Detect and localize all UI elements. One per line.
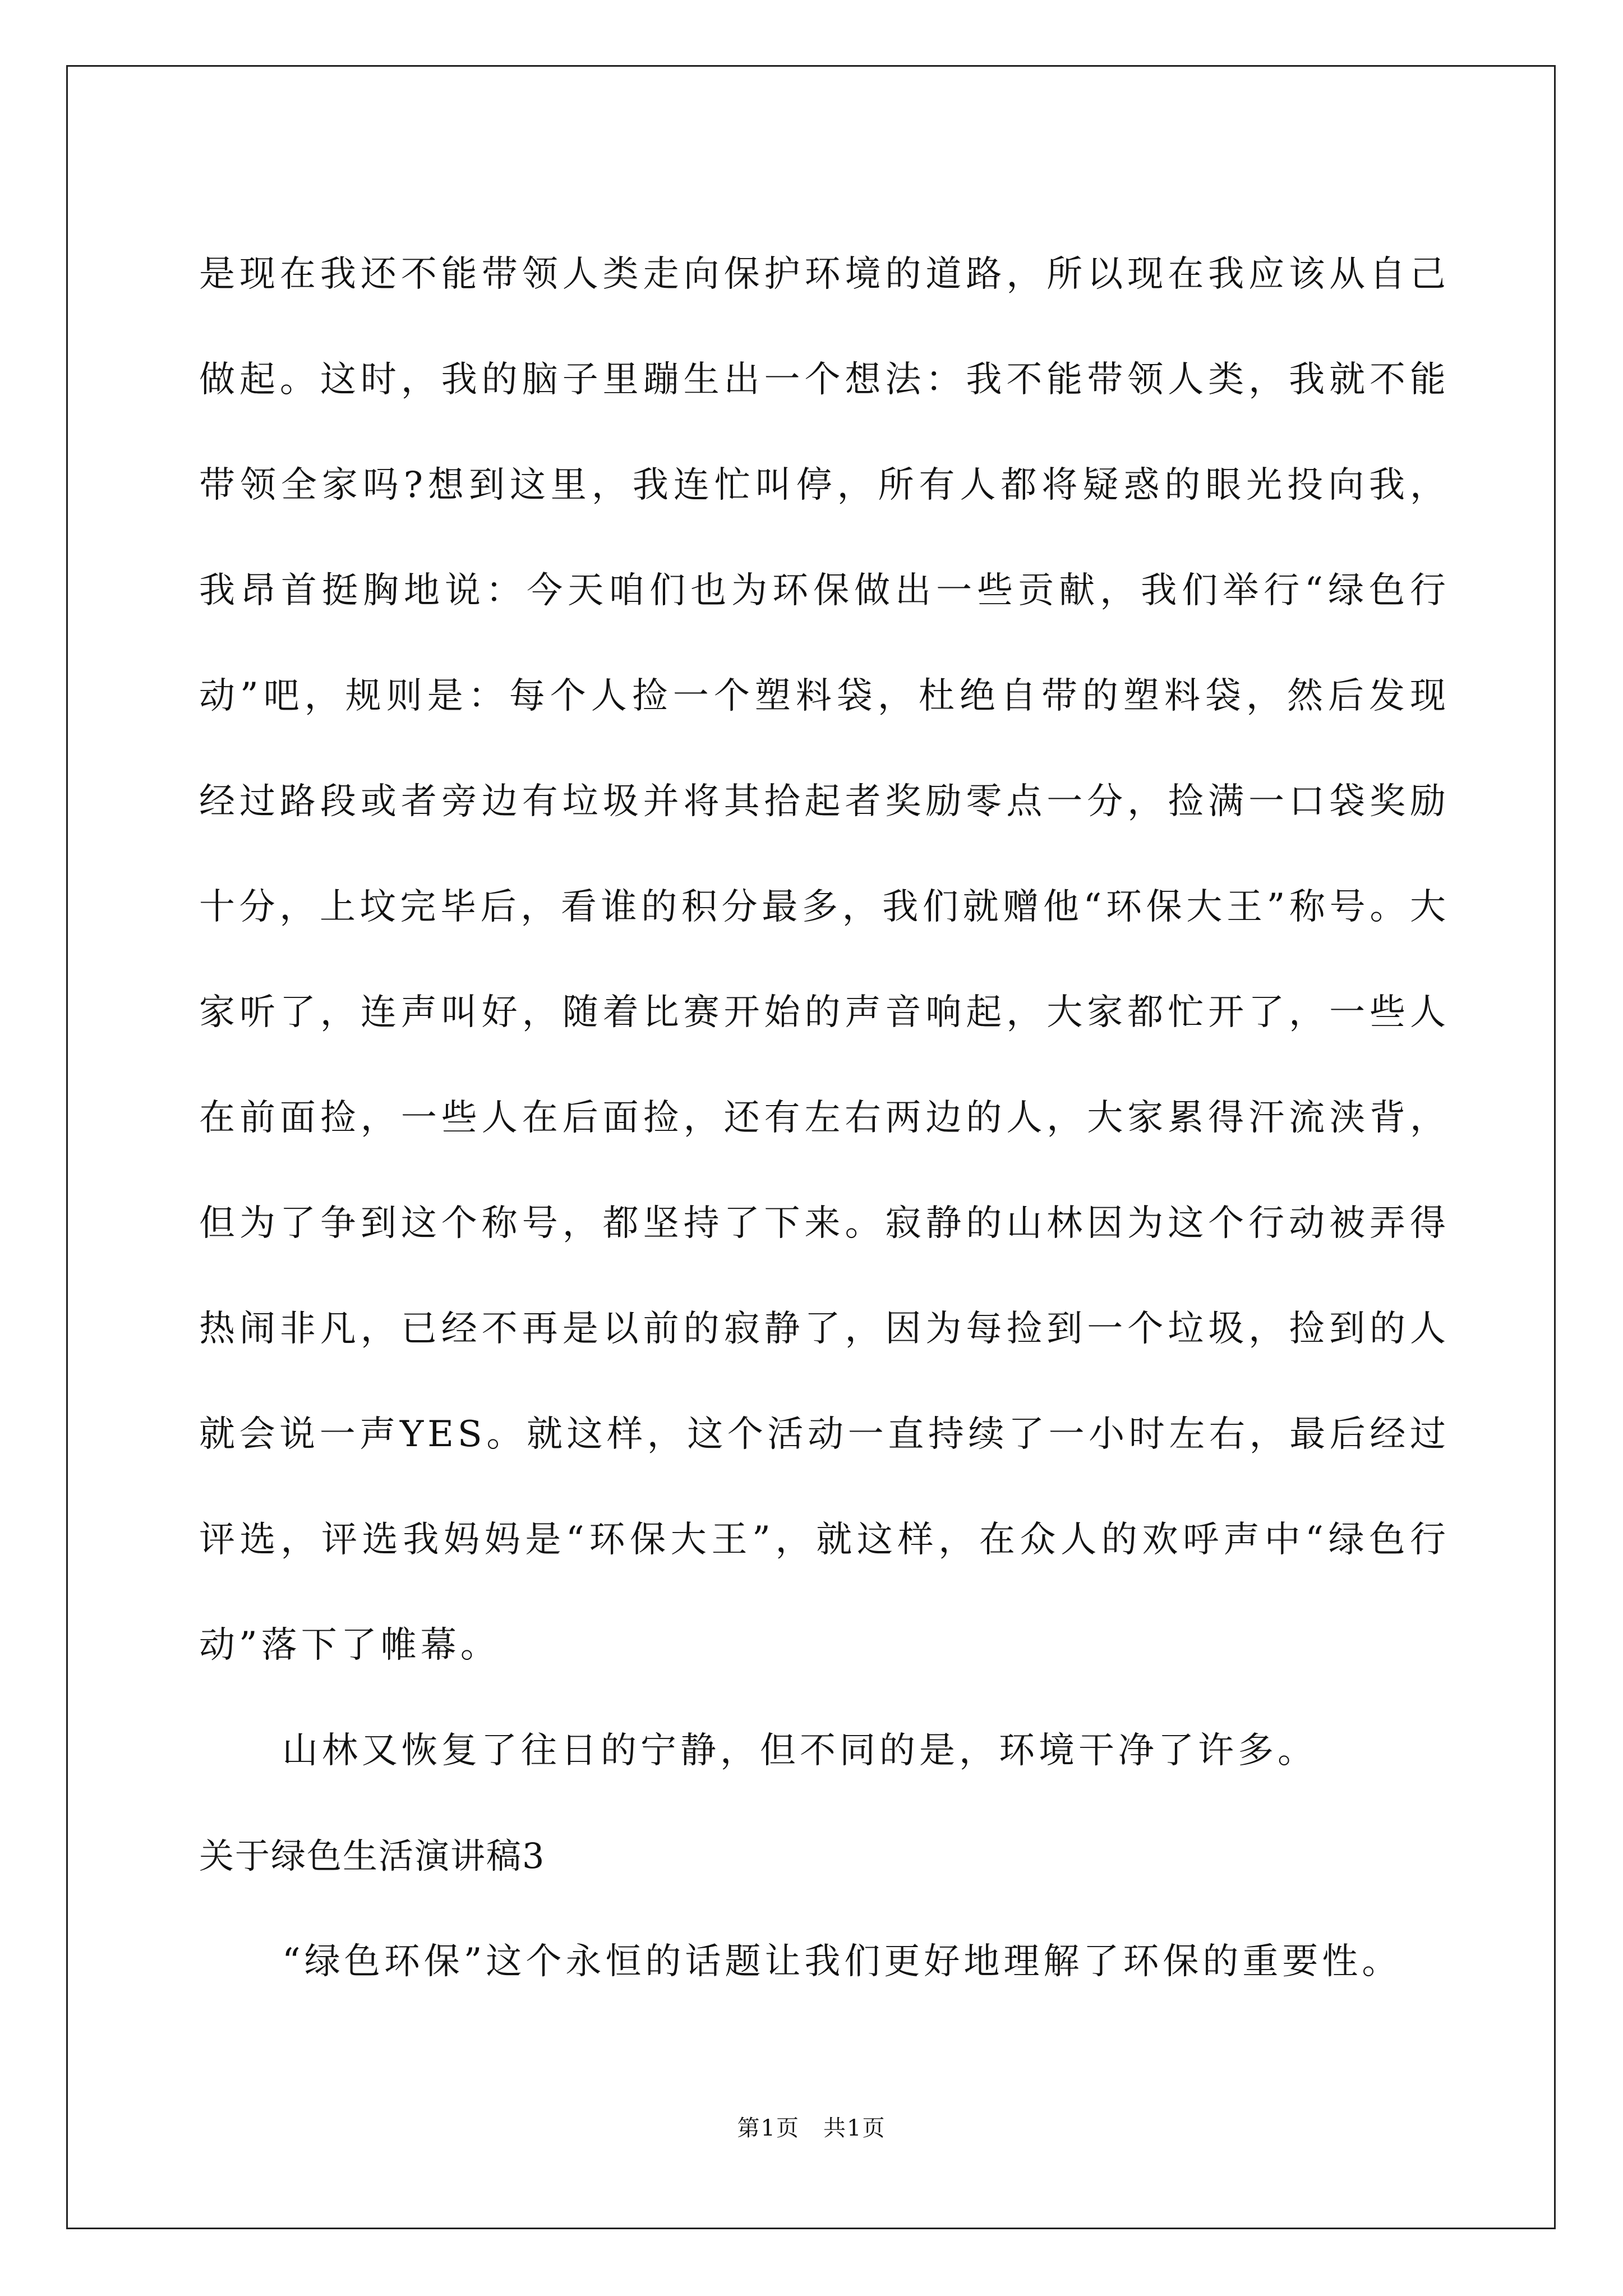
body-paragraph: 是现在我还不能带领人类走向保护环境的道路，所以现在我应该从自己做起。这时，我的脑子里蹦生出一个想法：我不能带领人类，我就不能带领全家吗?想到这里，我连忙叫停，所有人都将疑惑的眼光投向我，我昂首挺胸地说：今天咱们也为环保做出一些贡献，我们举行“绿色行动”吧，规则是：每个人捡一个塑料袋，杜绝自带的塑料袋，然后发现经过路段或者旁边有垃圾并将其拾起者奖励零点一分，捡满一口袋奖励十分，上坟完毕后，看谁的积分最多，我们就赠他“环保大王”称号。大家听了，连声叫好，随着比赛开始的声音响起，大家都忙开了，一些人在前面捡，一些人在后面捡，还有左右两边的人，大家累得汗流浃背，但为了争到这个称号，都坚持了下来。寂静的山林因为这个行动被弄得热闹非凡，已经不再是以前的寂静了，因为每捡到一个垃圾，捡到的人就会说一声YES。就这样，这个活动一直持续了一小时左右，最后经过评选，评选我妈妈是“环保大王”，就这样，在众人的欢呼声中“绿色行动”落下了帷幕。	[199, 254, 1450, 1666]
body-paragraph: “绿色环保”这个永恒的话题让我们更好地理解了环保的重要性。	[282, 1941, 1402, 1982]
body-paragraph: 山林又恢复了往日的宁静，但不同的是，环境干净了许多。	[282, 1730, 1317, 1772]
page-footer: 第1页 共1页	[737, 2115, 886, 2141]
document-body	[199, 222, 1450, 2014]
section-heading: 关于绿色生活演讲稿3	[199, 1835, 546, 1876]
